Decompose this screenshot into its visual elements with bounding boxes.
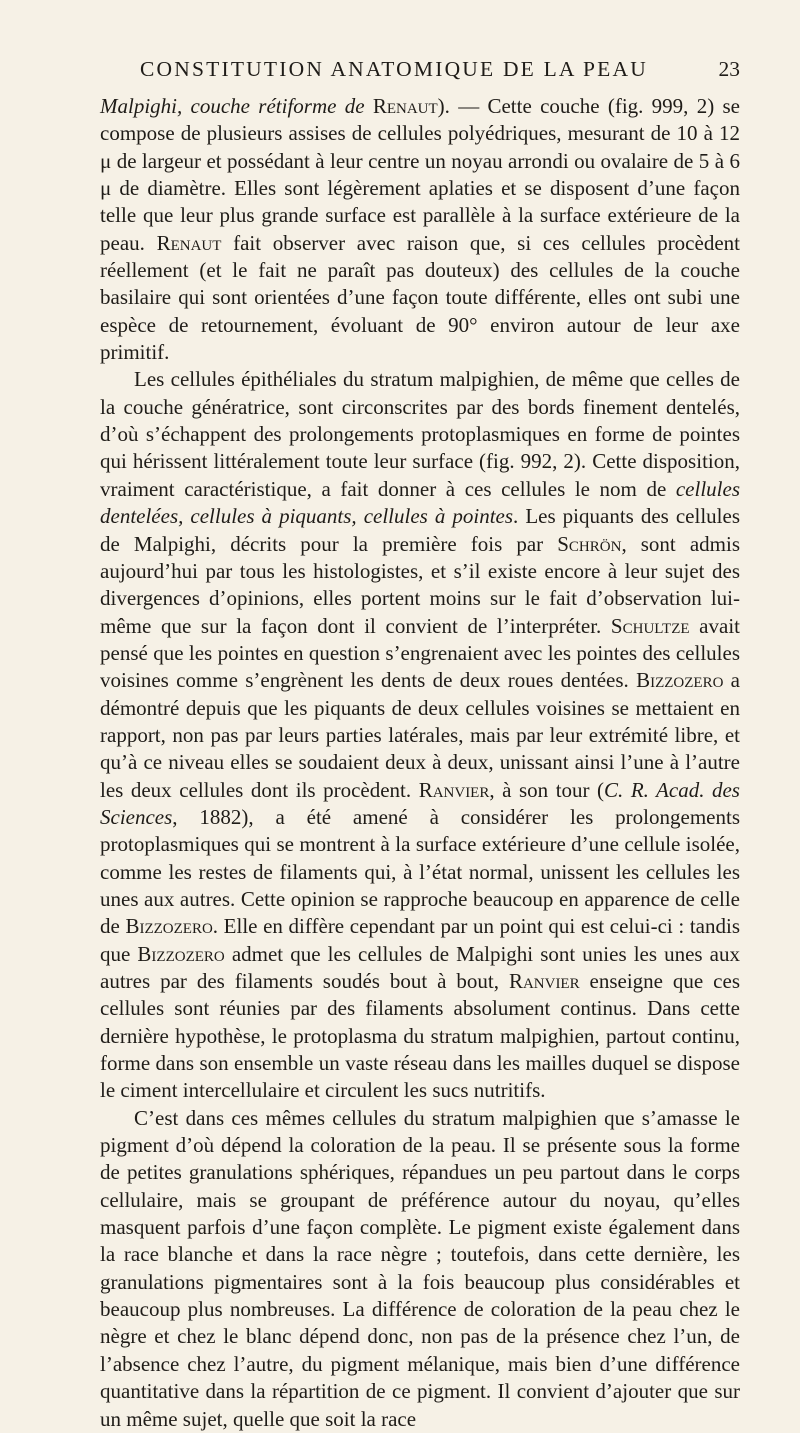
page-header (100, 57, 740, 87)
author-name: Renaut (372, 94, 438, 118)
author-name: Bizzozero (137, 941, 225, 966)
text-run: fait observer avec raison que, si ces cellules procèdent réellement (et le fait ne paraît pas douteux) des cellules de la couche basilaire qui sont orientées d’une façon toute différente, elles ont subi une espèce de retournement, évoluant de 90° environ autour de leur axe primitif. (100, 230, 740, 365)
text-run: ). — Cette couche (fig. 999, 2) se compose de plusieurs assises de cellules polyédriques, mesurant de 10 à 12 μ de largeur et possédant à leur centre un noyau arrondi ou ovalaire de 5 à 6 μ de diamètre. Elles sont légèrement aplaties et se disposent d’une façon telle que leur plus grande surface est parallèle à la surface extérieure de la peau. (100, 94, 740, 255)
text-run: , à son tour ( (489, 777, 605, 802)
text-run: . Elle en diffère cependant par un point qui est celui-ci : tandis que (100, 914, 740, 966)
italic-text: C. R. Acad. des Sciences (100, 777, 740, 829)
running-head: CONSTITUTION ANATOMIQUE DE LA PEAU (140, 57, 648, 81)
paragraph-3 (100, 1105, 740, 1433)
page-number: 23 (718, 57, 740, 81)
italic-text: Malpighi, couche rétiforme de (100, 94, 373, 118)
italic-text: cellules dentelées, cellules à piquants, cellules à pointes (100, 476, 740, 529)
author-name: Renaut (156, 230, 222, 255)
text-run: . Les piquants des cellules de Malpighi, décrits pour la première fois par (100, 504, 740, 556)
text-run: , 1882), a été amené à considérer les prolongements protoplasmiques qui se montrent à la surface extérieure d’une cellule isolée, comme les restes de filaments qui, à l’état normal, unissent les cellules les unes aux autres. Cette opinion se rapproche beaucoup en apparence de celle de (100, 804, 740, 939)
text-run: admet que les cellules de Malpighi sont unies les unes aux autres par des filaments soudés bout à bout, (100, 941, 740, 993)
author-name: Schrön (557, 531, 622, 556)
text-run: Les cellules épithéliales du stratum malpighien, de même que celles de la couche génératrice, sont circonscrites par des bords finement dentelés, d’où s’échappent des prolongements protoplasmiques en forme de pointes qui hérissent littéralement toute leur surface (fig. 992, 2). Cette disposition, vraiment caractéristique, a fait donner à ces cellules le nom de (100, 367, 740, 501)
author-name: Bizzozero (125, 914, 213, 939)
paragraph-2 (100, 366, 740, 1104)
author-name: Ranvier (418, 777, 490, 802)
paragraph-1 (100, 93, 740, 366)
text-run: , sont admis aujourd’hui par tous les histologistes, et s’il existe encore à leur sujet des divergences d’opinions, elles portent moins sur le fait d’observation lui-même que sur la façon dont il convient de l’interpréter. (100, 531, 741, 638)
author-name: Schultze (610, 613, 690, 638)
author-name: Bizzozero (636, 668, 724, 693)
text-run: a démontré depuis que les piquants de deux cellules voisines se mettaient en rapport, non pas par leurs parties latérales, mais par leur extrémité libre, et qu’à ce niveau elles se soudaient deux à deux, unissant ainsi l’une à l’autre les deux cellules dont ils procèdent. (100, 668, 741, 802)
text-run: avait pensé que les pointes en question s’engrenaient avec les pointes des cellules voisines comme s’engrènent les dents de deux roues dentées. (100, 613, 740, 693)
text-run: C’est dans ces mêmes cellules du stratum malpighien que s’amasse le pigment d’où dépend la coloration de la peau. Il se présente sous la forme de petites granulations sphériques, répandues un peu partout dans le corps cellulaire, mais se groupant de préférence autour du noyau, qu’elles masquent parfois d’une façon complète. Le pigment existe également dans la race blanche et dans la race nègre ; toutefois, dans cette dernière, les granulations pigmentaires sont à la fois beaucoup plus considérables et beaucoup plus nombreuses. La différence de coloration de la peau chez le nègre et chez le blanc dépend donc, non pas de la présence chez l’un, de l’absence chez l’autre, du pigment mélanique, mais bien d’une différence quantitative dans la répartition de ce pigment. Il convient d’ajouter que sur un même sujet, quelle que soit la race (100, 1105, 740, 1431)
body-text (100, 93, 740, 1433)
text-run: enseigne que ces cellules sont réunies par des filaments absolument continus. Dans cette dernière hypothèse, le protoplasma du stratum malpighien, partout continu, forme dans son ensemble un vaste réseau dans les mailles duquel se dispose le ciment intercellulaire et circulent les sucs nutritifs. (100, 969, 741, 1103)
author-name: Ranvier (508, 969, 580, 993)
